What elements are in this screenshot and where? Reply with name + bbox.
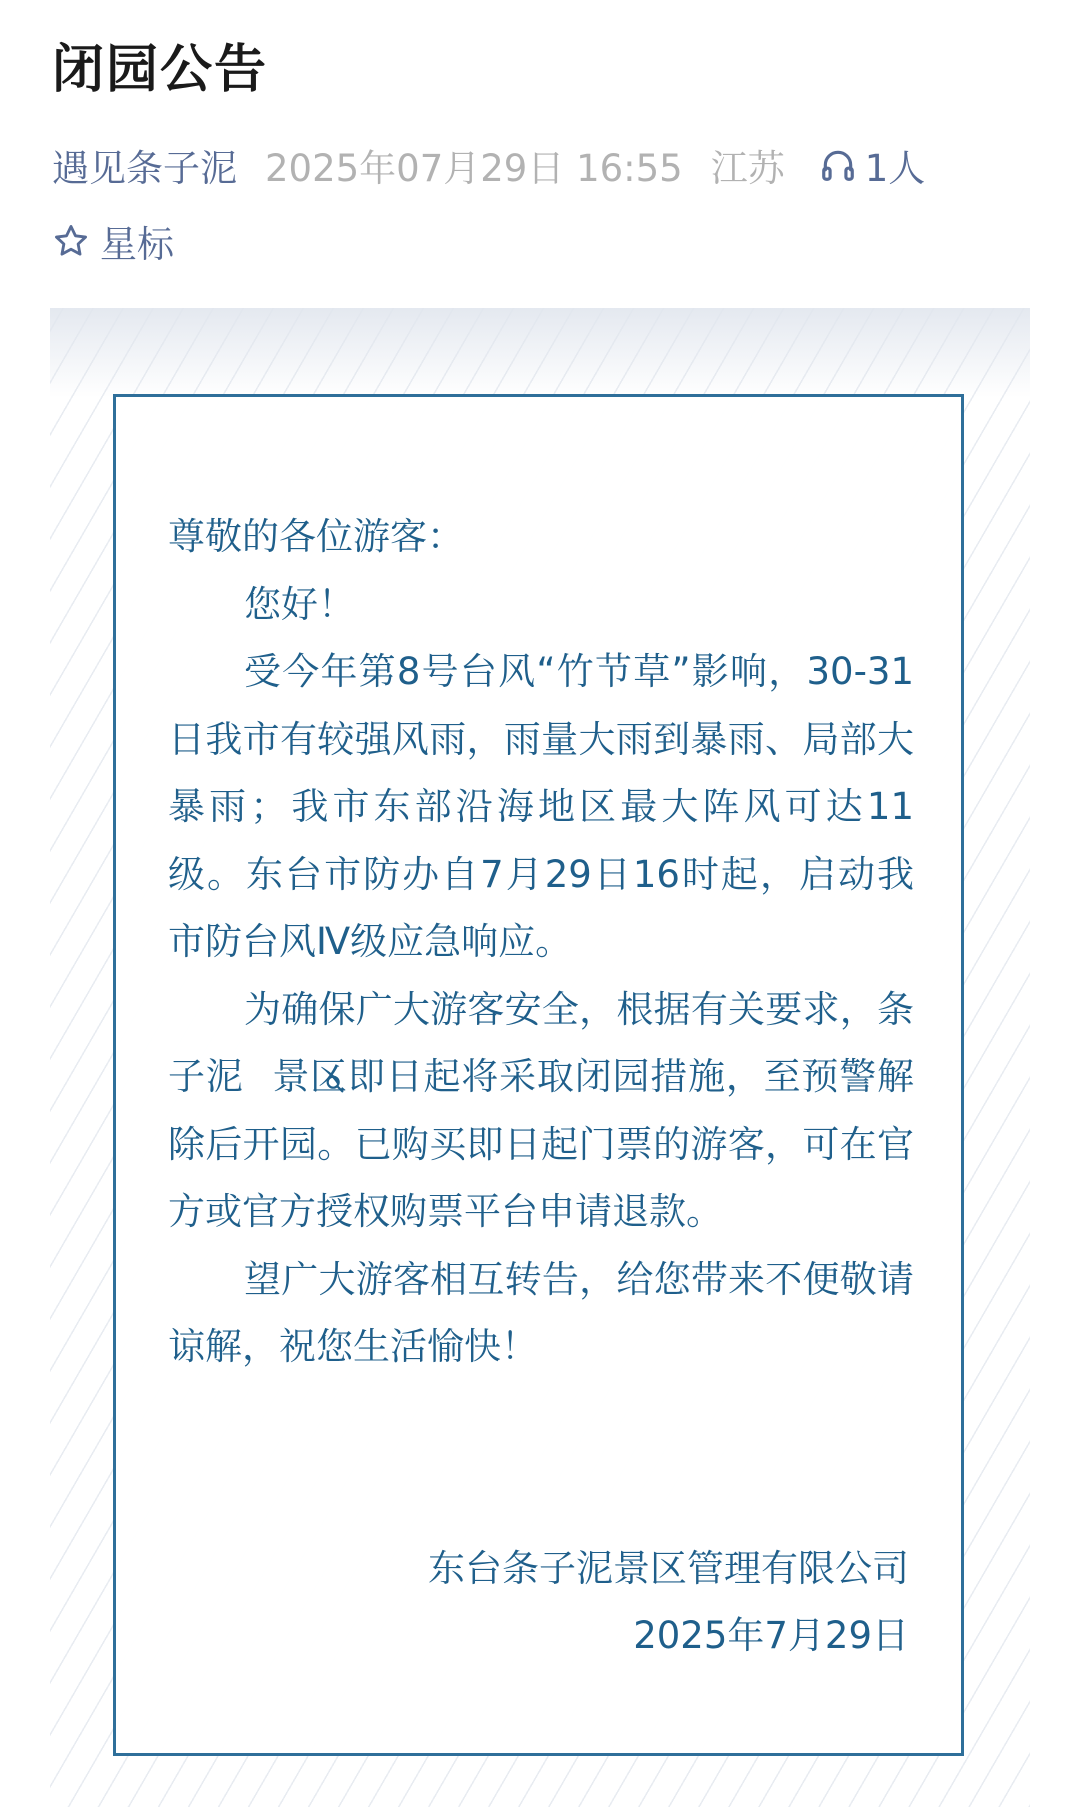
article-meta	[52, 138, 925, 192]
headphones-icon	[819, 146, 857, 184]
search-icon[interactable]	[248, 1049, 270, 1071]
notice-frame	[113, 394, 964, 1756]
listen-button[interactable]	[819, 138, 926, 192]
publish-location: 江苏	[710, 147, 785, 190]
star-label: 星标	[100, 223, 174, 266]
publish-datetime: 2025年07月29日 16:55	[265, 147, 683, 190]
notice-image	[50, 308, 1030, 1807]
page-title: 闭园公告	[52, 40, 269, 100]
star-outline-icon	[52, 222, 90, 260]
keyword-link-tiaozini[interactable]: 条子泥	[168, 987, 914, 1098]
notice-letter	[168, 503, 914, 1381]
notice-paragraph-closure	[168, 976, 914, 1246]
listener-count: 1人	[864, 147, 926, 190]
signature-organization: 东台条子泥景区管理有限公司	[428, 1547, 909, 1590]
signature-date: 2025年7月29日	[633, 1614, 909, 1657]
notice-paragraph-typhoon: 受今年第8号台风“竹节草”影响，30-31日我市有较强风雨，雨量大雨到暴雨、局部大暴雨；我市东部沿海地区最大阵风可达11级。东台市防办自7月29日16时起，启动我市防台风Ⅳ级应急响应。	[168, 650, 914, 963]
author-link[interactable]: 遇见条子泥	[52, 147, 237, 190]
notice-paragraph-closing: 望广大游客相互转告，给您带来不便敬请谅解，祝您生活愉快！	[168, 1257, 914, 1368]
closure-text-end: 景区即日起将采取闭园措施，至预警解除后开园。已购买即日起门票的游客，可在官方或官方授权购票平台申请退款。	[168, 1055, 915, 1233]
closure-text-start: 为确保广大游客安全，根据有关要求，	[244, 987, 877, 1031]
notice-signature	[428, 1535, 909, 1669]
notice-greeting: 您好！	[244, 582, 355, 626]
notice-salutation: 尊敬的各位游客：	[168, 515, 464, 558]
star-button[interactable]	[52, 214, 174, 268]
